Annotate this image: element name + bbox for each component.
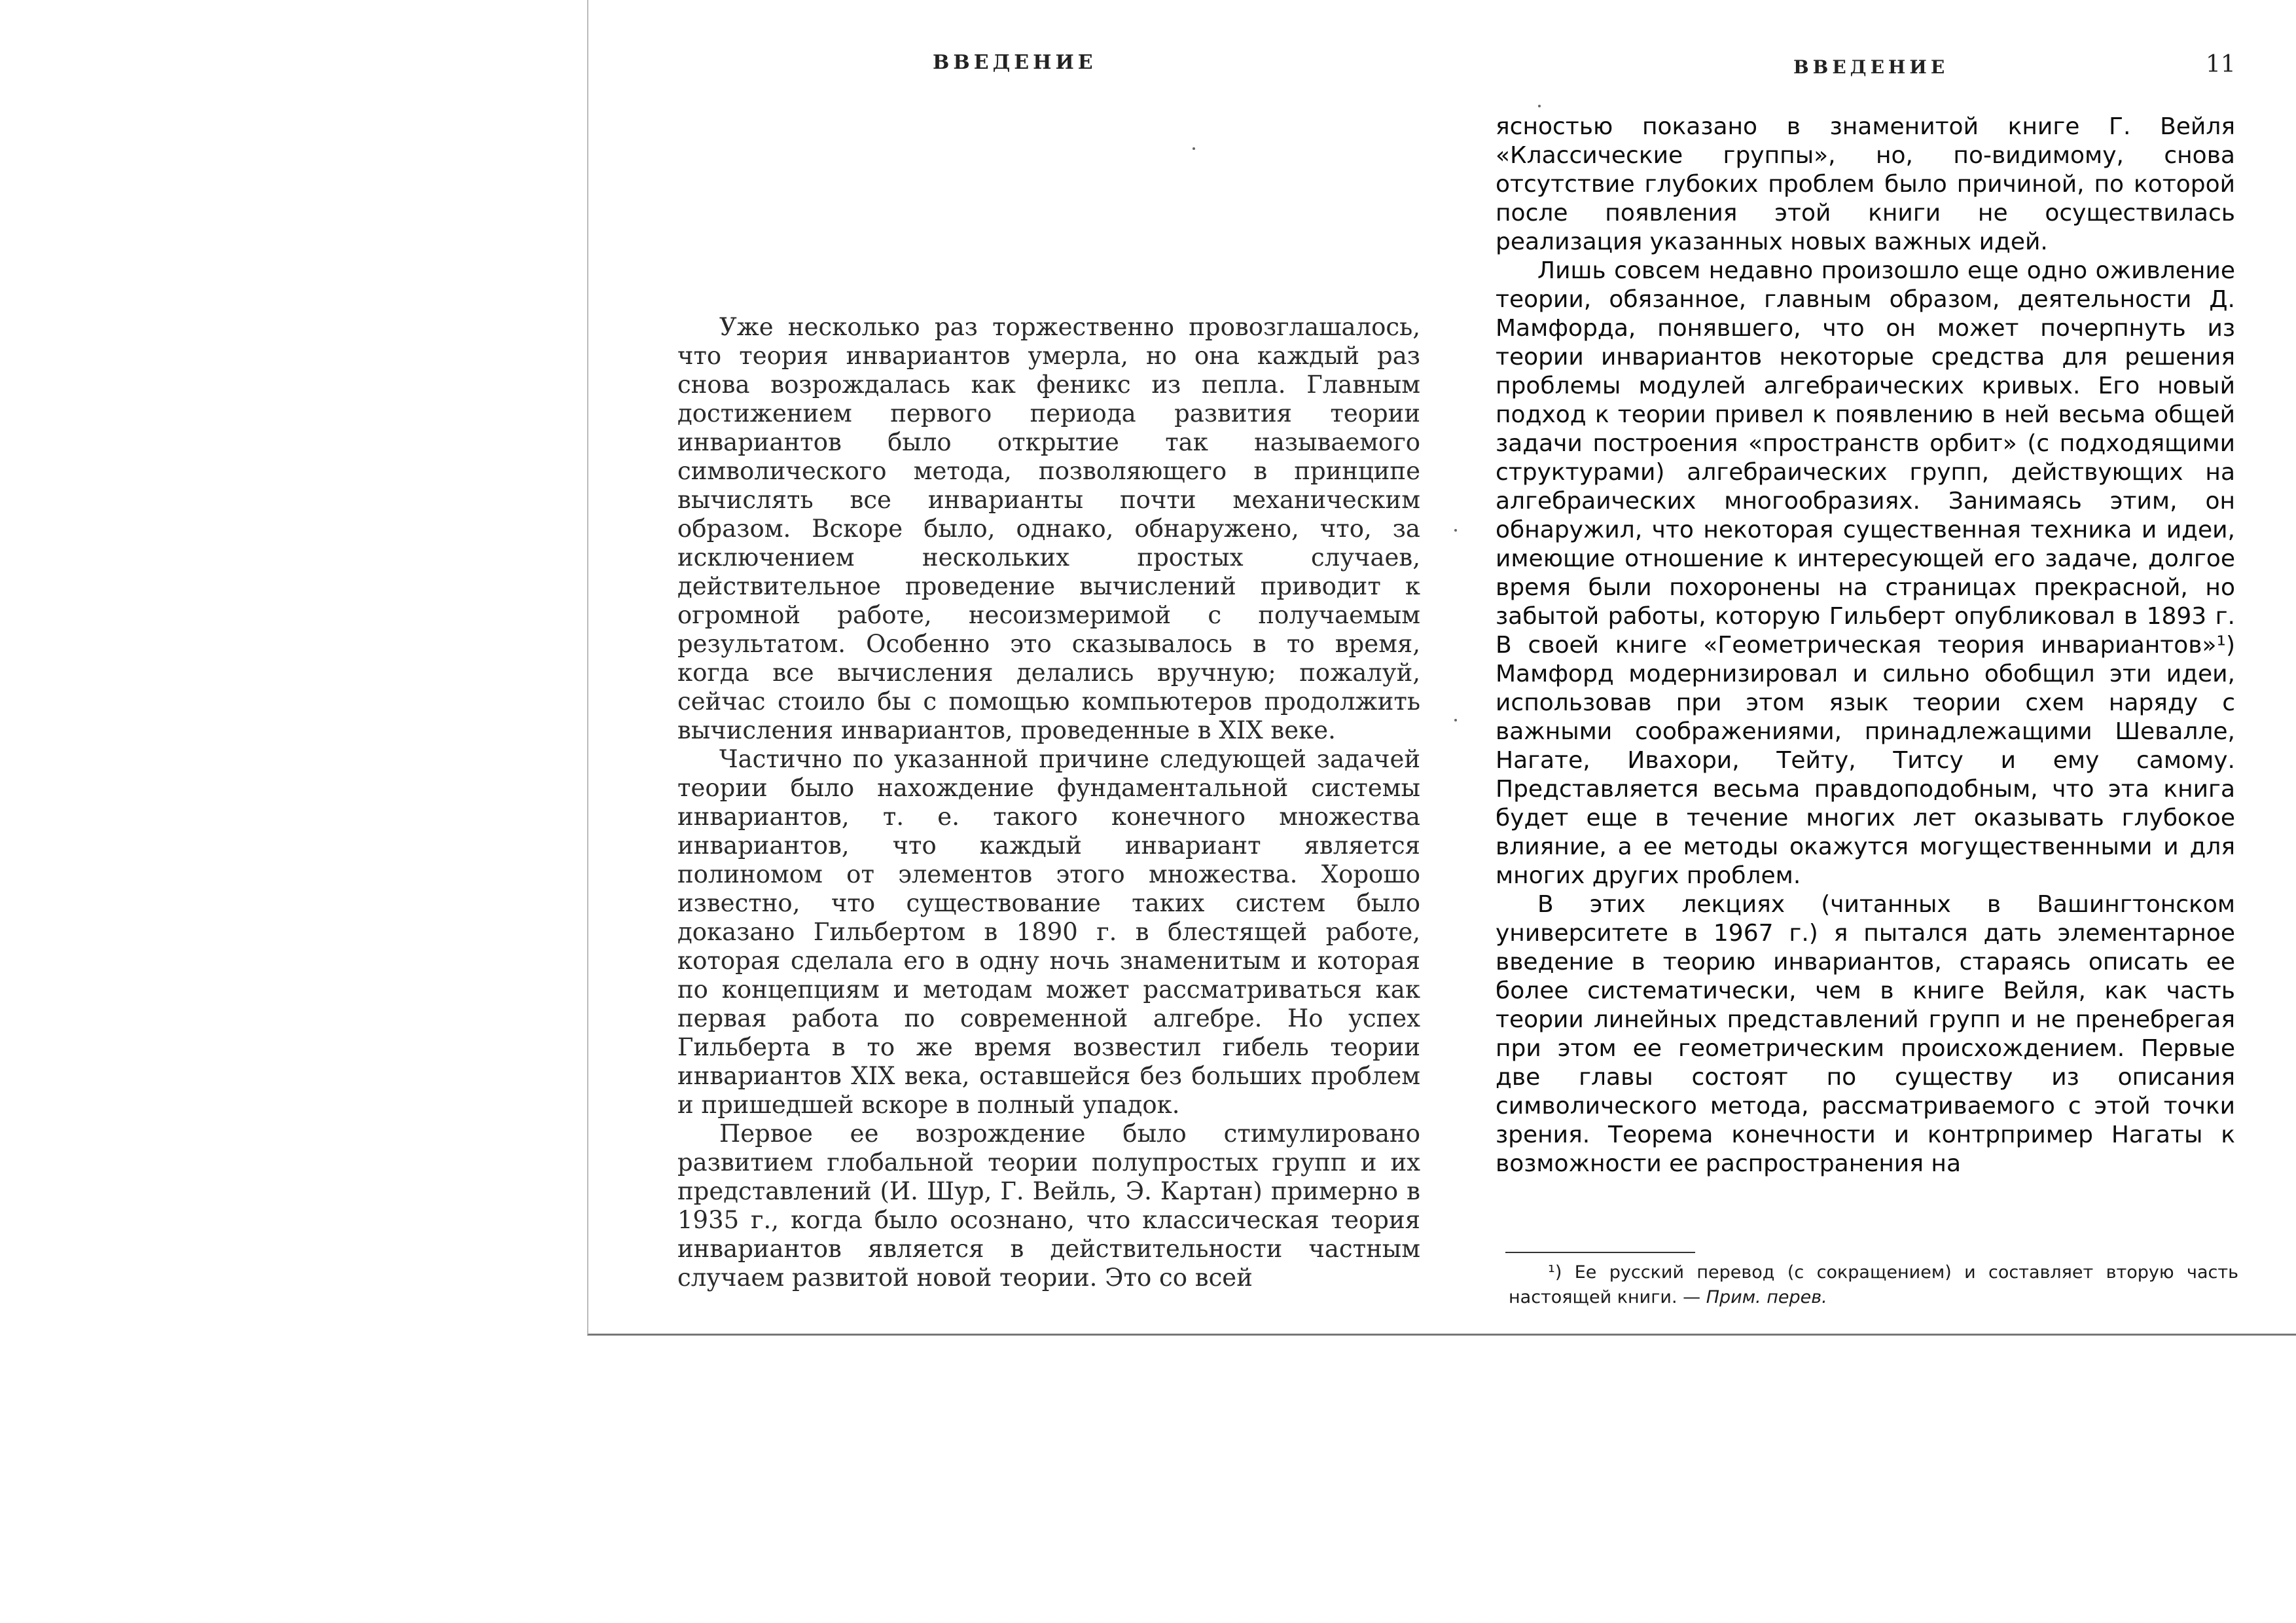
footnote-note: Прим. перев. — [1706, 1287, 1827, 1307]
page-number: 11 — [2206, 51, 2236, 78]
scan-speck — [1454, 529, 1457, 532]
scan-speck — [1538, 105, 1541, 107]
right-page-body — [1496, 113, 2235, 1178]
right-paragraph-2: Лишь совсем недавно произошло еще одно оживление теории, обязанное, главным образом, деятельности Д. Мамфорда, понявшего, что он может почерпнуть из теории инвариантов некоторые средства для решения проблемы модулей алгебраических кривых. Его новый подход к теории привел к появлению в ней весьма общей задачи построения «пространств орбит» (с подходящими структурами) алгебраических групп, действующих на алгебраических многообразиях. Занимаясь этим, он обнаружил, что некоторая существенная техника и идеи, имеющие отношение к интересующей его задаче, долгое время были похоронены на страницах прекрасной, но забытой работы, которую Гильберт опубликовал в 1893 г. В своей книге «Геометрическая теория инвариантов»¹) Мамфорд модернизировал и сильно обобщил эти идеи, использовав при этом язык теории схем наряду с важными соображениями, принадлежащими Шевалле, Нагате, Ивахори, Тейту, Титсу и ему самому. Представляется весьма правдоподобным, что эта книга будет еще в течение многих лет оказывать глубокое влияние, а ее методы окажутся могущественными и для многих других проблем. — [1496, 257, 2235, 889]
footnote-text: ¹) Ее русский перевод (с сокращением) и составляет вторую часть настоящей книги. — — [1509, 1262, 2238, 1307]
left-paragraph-2: Частично по указанной причине следующей задачей теории было нахождение фундаментальной системы инвариантов, т. е. такого конечного множества инвариантов, что каждый инвариант является полиномом от элементов этого множества. Хорошо известно, что существование таких систем было доказано Гильбертом в 1890 г. в блестящей работе, которая сделала его в одну ночь знаменитым и которая по концепциям и методам может рассматриваться как первая работа по современной алгебре. Но успех Гильберта в то же время возвестил гибель теории инвариантов XIX века, оставшейся без больших проблем и пришедшей вскоре в полный упадок. — [677, 745, 1420, 1119]
left-paragraph-1: Уже несколько раз торжественно провозглашалось, что теория инвариантов умерла, но она каждый раз снова возрождалась как феникс из пепла. Главным достижением первого периода развития теории инвариантов было открытие так называемого символического метода, позволяющего в принципе вычислять все инварианты почти механическим образом. Вскоре было, однако, обнаружено, что, за исключением нескольких простых случаев, действительное проведение вычислений приводит к огромной работе, несоизмеримой с получаемым результатом. Особенно это сказывалось в то время, когда все вычисления делались вручную; пожалуй, сейчас стоило бы с помощью компьютеров продолжить вычисления инвариантов, проведенные в XIX веке. — [677, 313, 1420, 744]
scan-speck — [1454, 719, 1457, 721]
left-page-body — [677, 313, 1420, 1292]
right-running-head: ВВЕДЕНИЕ — [1793, 56, 1949, 78]
right-paragraph-3: В этих лекциях (читанных в Вашингтонском университете в 1967 г.) я пытался дать элементарное введение в теорию инвариантов, стараясь описать ее более систематически, чем в книге Вейля, как часть теории линейных представлений групп и не пренебрегая при этом ее геометрическим происхождением. Первые две главы состоят по существу из описания символического метода, рассматриваемого с этой точки зрения. Теорема конечности и контрпример Нагаты к возможности ее распространения на — [1496, 891, 2235, 1177]
left-running-head: ВВЕДЕНИЕ — [933, 51, 1097, 74]
left-paragraph-3: Первое ее возрождение было стимулировано развитием глобальной теории полупростых групп и их представлений (И. Шур, Г. Вейль, Э. Картан) примерно в 1935 г., когда было осознано, что классическая теория инвариантов является в действительности частным случаем развитой новой теории. Это со всей — [677, 1120, 1420, 1292]
footnote — [1509, 1260, 2238, 1310]
footnote-rule — [1505, 1252, 1695, 1253]
scan-speck — [1193, 147, 1195, 150]
right-paragraph-1: ясностью показано в знаменитой книге Г. Вейля «Классические группы», но, по-видимому, снова отсутствие глубоких проблем было причиной, по которой после появления этой книги не осуществилась реализация указанных новых важных идей. — [1496, 113, 2235, 255]
